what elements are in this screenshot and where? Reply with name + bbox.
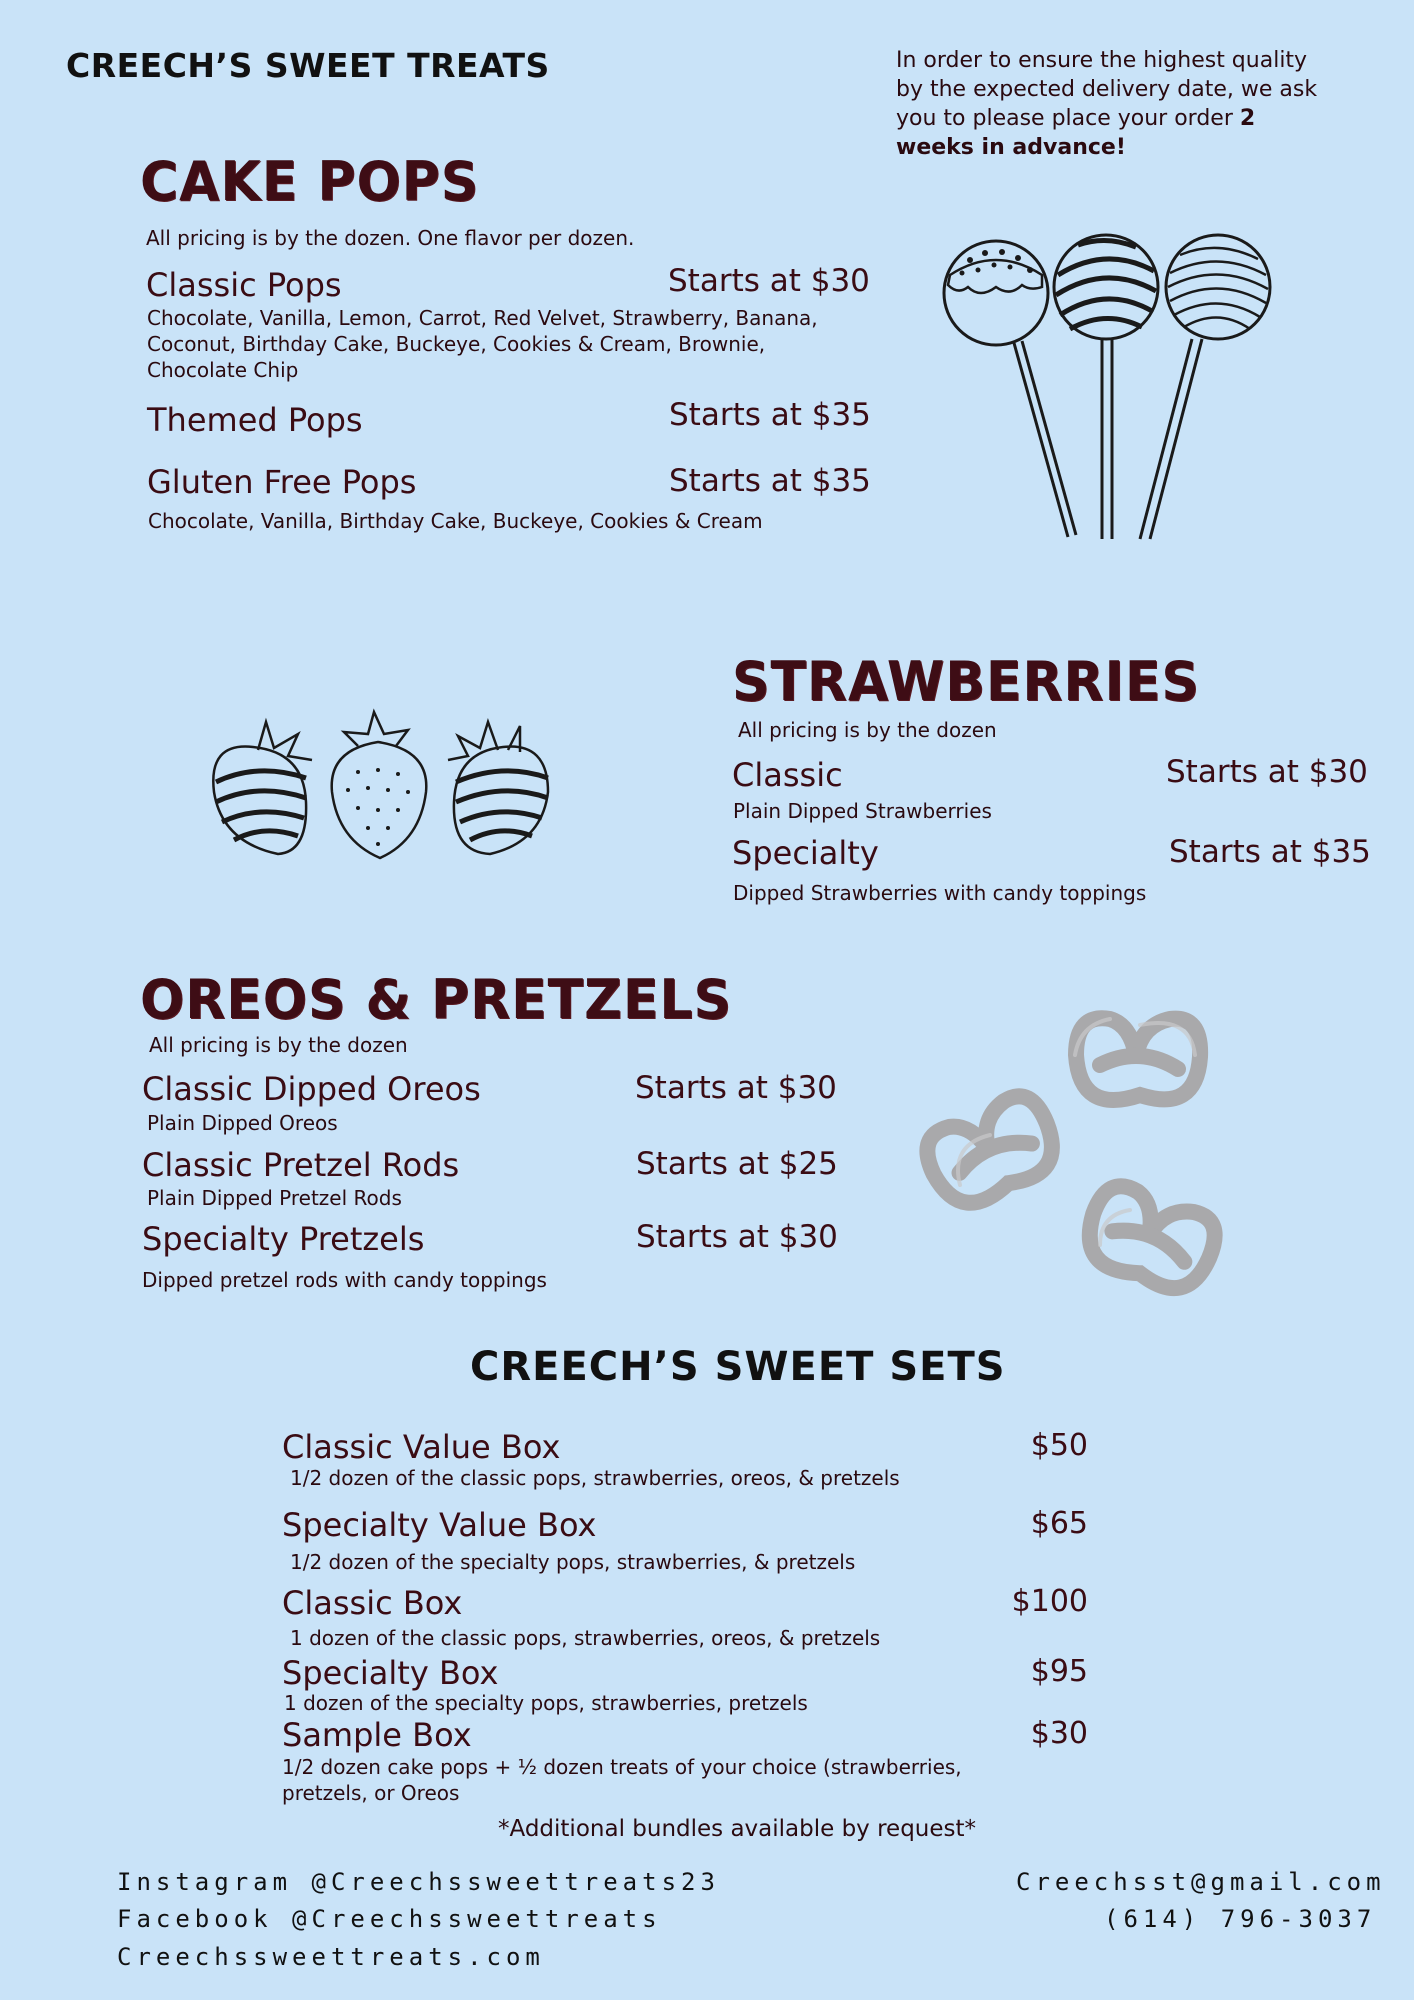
order-notice: [896, 46, 1336, 162]
menu-item-price: Starts at $35: [669, 397, 871, 433]
menu-item-desc: Dipped pretzel rods with candy toppings: [142, 1268, 547, 1292]
menu-item-price: Starts at $35: [669, 463, 871, 499]
menu-item-price: Starts at $30: [668, 263, 870, 299]
order-notice-text: In order to ensure the highest quality by the expected delivery date, we ask you to please place your order: [896, 48, 1318, 131]
set-desc: 1/2 dozen of the specialty pops, strawberries, & pretzels: [290, 1550, 856, 1574]
menu-item-desc: Plain Dipped Strawberries: [733, 799, 992, 823]
menu-item-price: Starts at $35: [1169, 834, 1371, 870]
set-name: Specialty Box: [282, 1654, 499, 1692]
strawberries-title: STRAWBERRIES: [732, 650, 1200, 714]
menu-item-name: Gluten Free Pops: [147, 463, 417, 501]
website-link[interactable]: Creechssweettreats.com: [117, 1943, 545, 1971]
cake-pops-note: All pricing is by the dozen. One flavor per dozen.: [146, 226, 635, 250]
menu-item-name: Themed Pops: [147, 401, 363, 439]
email-link[interactable]: Creechsst@gmail.com: [1016, 1868, 1386, 1896]
sets-footnote: *Additional bundles available by request*: [498, 1816, 977, 1842]
set-name: Classic Box: [282, 1584, 463, 1622]
menu-item-desc: Dipped Strawberries with candy toppings: [733, 881, 1147, 905]
facebook-handle[interactable]: Facebook @Creechssweettreats: [117, 1905, 662, 1933]
brand-title: CREECH’S SWEET TREATS: [66, 46, 550, 85]
menu-item-desc: Plain Dipped Pretzel Rods: [147, 1186, 402, 1210]
menu-item-desc: Chocolate, Vanilla, Lemon, Carrot, Red Velvet, Strawberry, Banana, Coconut, Birthday Cake, Buckeye, Cookies & Cream, Brownie, Chocolate Chip: [147, 306, 818, 382]
set-price: $65: [1030, 1506, 1088, 1541]
order-notice-bold: 2 weeks in advance!: [896, 106, 1256, 160]
menu-item-price: Starts at $30: [1166, 754, 1368, 790]
pretzels-icon: [920, 985, 1230, 1325]
set-name: Sample Box: [282, 1716, 472, 1754]
menu-item-price: Starts at $25: [636, 1146, 838, 1182]
set-desc: 1/2 dozen of the classic pops, strawberries, oreos, & pretzels: [290, 1466, 900, 1490]
set-price: $100: [1011, 1584, 1088, 1619]
menu-item-name: Classic: [732, 756, 843, 794]
set-price: $95: [1030, 1654, 1088, 1689]
menu-item-price: Starts at $30: [636, 1219, 838, 1255]
oreos-pretzels-note: All pricing is by the dozen: [149, 1033, 408, 1057]
set-price: $50: [1030, 1428, 1088, 1463]
menu-item-name: Specialty Pretzels: [142, 1220, 425, 1258]
phone-number[interactable]: (614) 796-3037: [1104, 1905, 1377, 1933]
set-price: $30: [1030, 1716, 1088, 1751]
menu-item-desc: Plain Dipped Oreos: [147, 1111, 338, 1135]
set-desc: 1 dozen of the specialty pops, strawberries, pretzels: [284, 1691, 808, 1715]
menu-item-name: Specialty: [732, 834, 879, 872]
sweet-sets-title: CREECH’S SWEET SETS: [470, 1344, 1006, 1390]
menu-item-name: Classic Dipped Oreos: [142, 1070, 481, 1108]
menu-item-desc: Chocolate, Vanilla, Birthday Cake, Buckeye, Cookies & Cream: [148, 509, 763, 533]
cake-pops-icon: [930, 225, 1290, 550]
menu-item-name: Classic Pops: [146, 266, 342, 304]
set-desc: 1/2 dozen cake pops + ½ dozen treats of your choice (strawberries, pretzels, or Oreos: [282, 1755, 962, 1805]
menu-item-name: Classic Pretzel Rods: [142, 1146, 460, 1184]
set-name: Classic Value Box: [282, 1428, 561, 1466]
menu-item-price: Starts at $30: [635, 1070, 837, 1106]
set-name: Specialty Value Box: [282, 1506, 597, 1544]
instagram-handle[interactable]: Instagram @Creechssweettreats23: [117, 1868, 720, 1896]
set-desc: 1 dozen of the classic pops, strawberries, oreos, & pretzels: [290, 1626, 881, 1650]
strawberries-note: All pricing is by the dozen: [738, 718, 997, 742]
oreos-pretzels-title: OREOS & PRETZELS: [140, 968, 732, 1032]
cake-pops-title: CAKE POPS: [140, 150, 480, 214]
strawberries-icon: [208, 712, 553, 862]
